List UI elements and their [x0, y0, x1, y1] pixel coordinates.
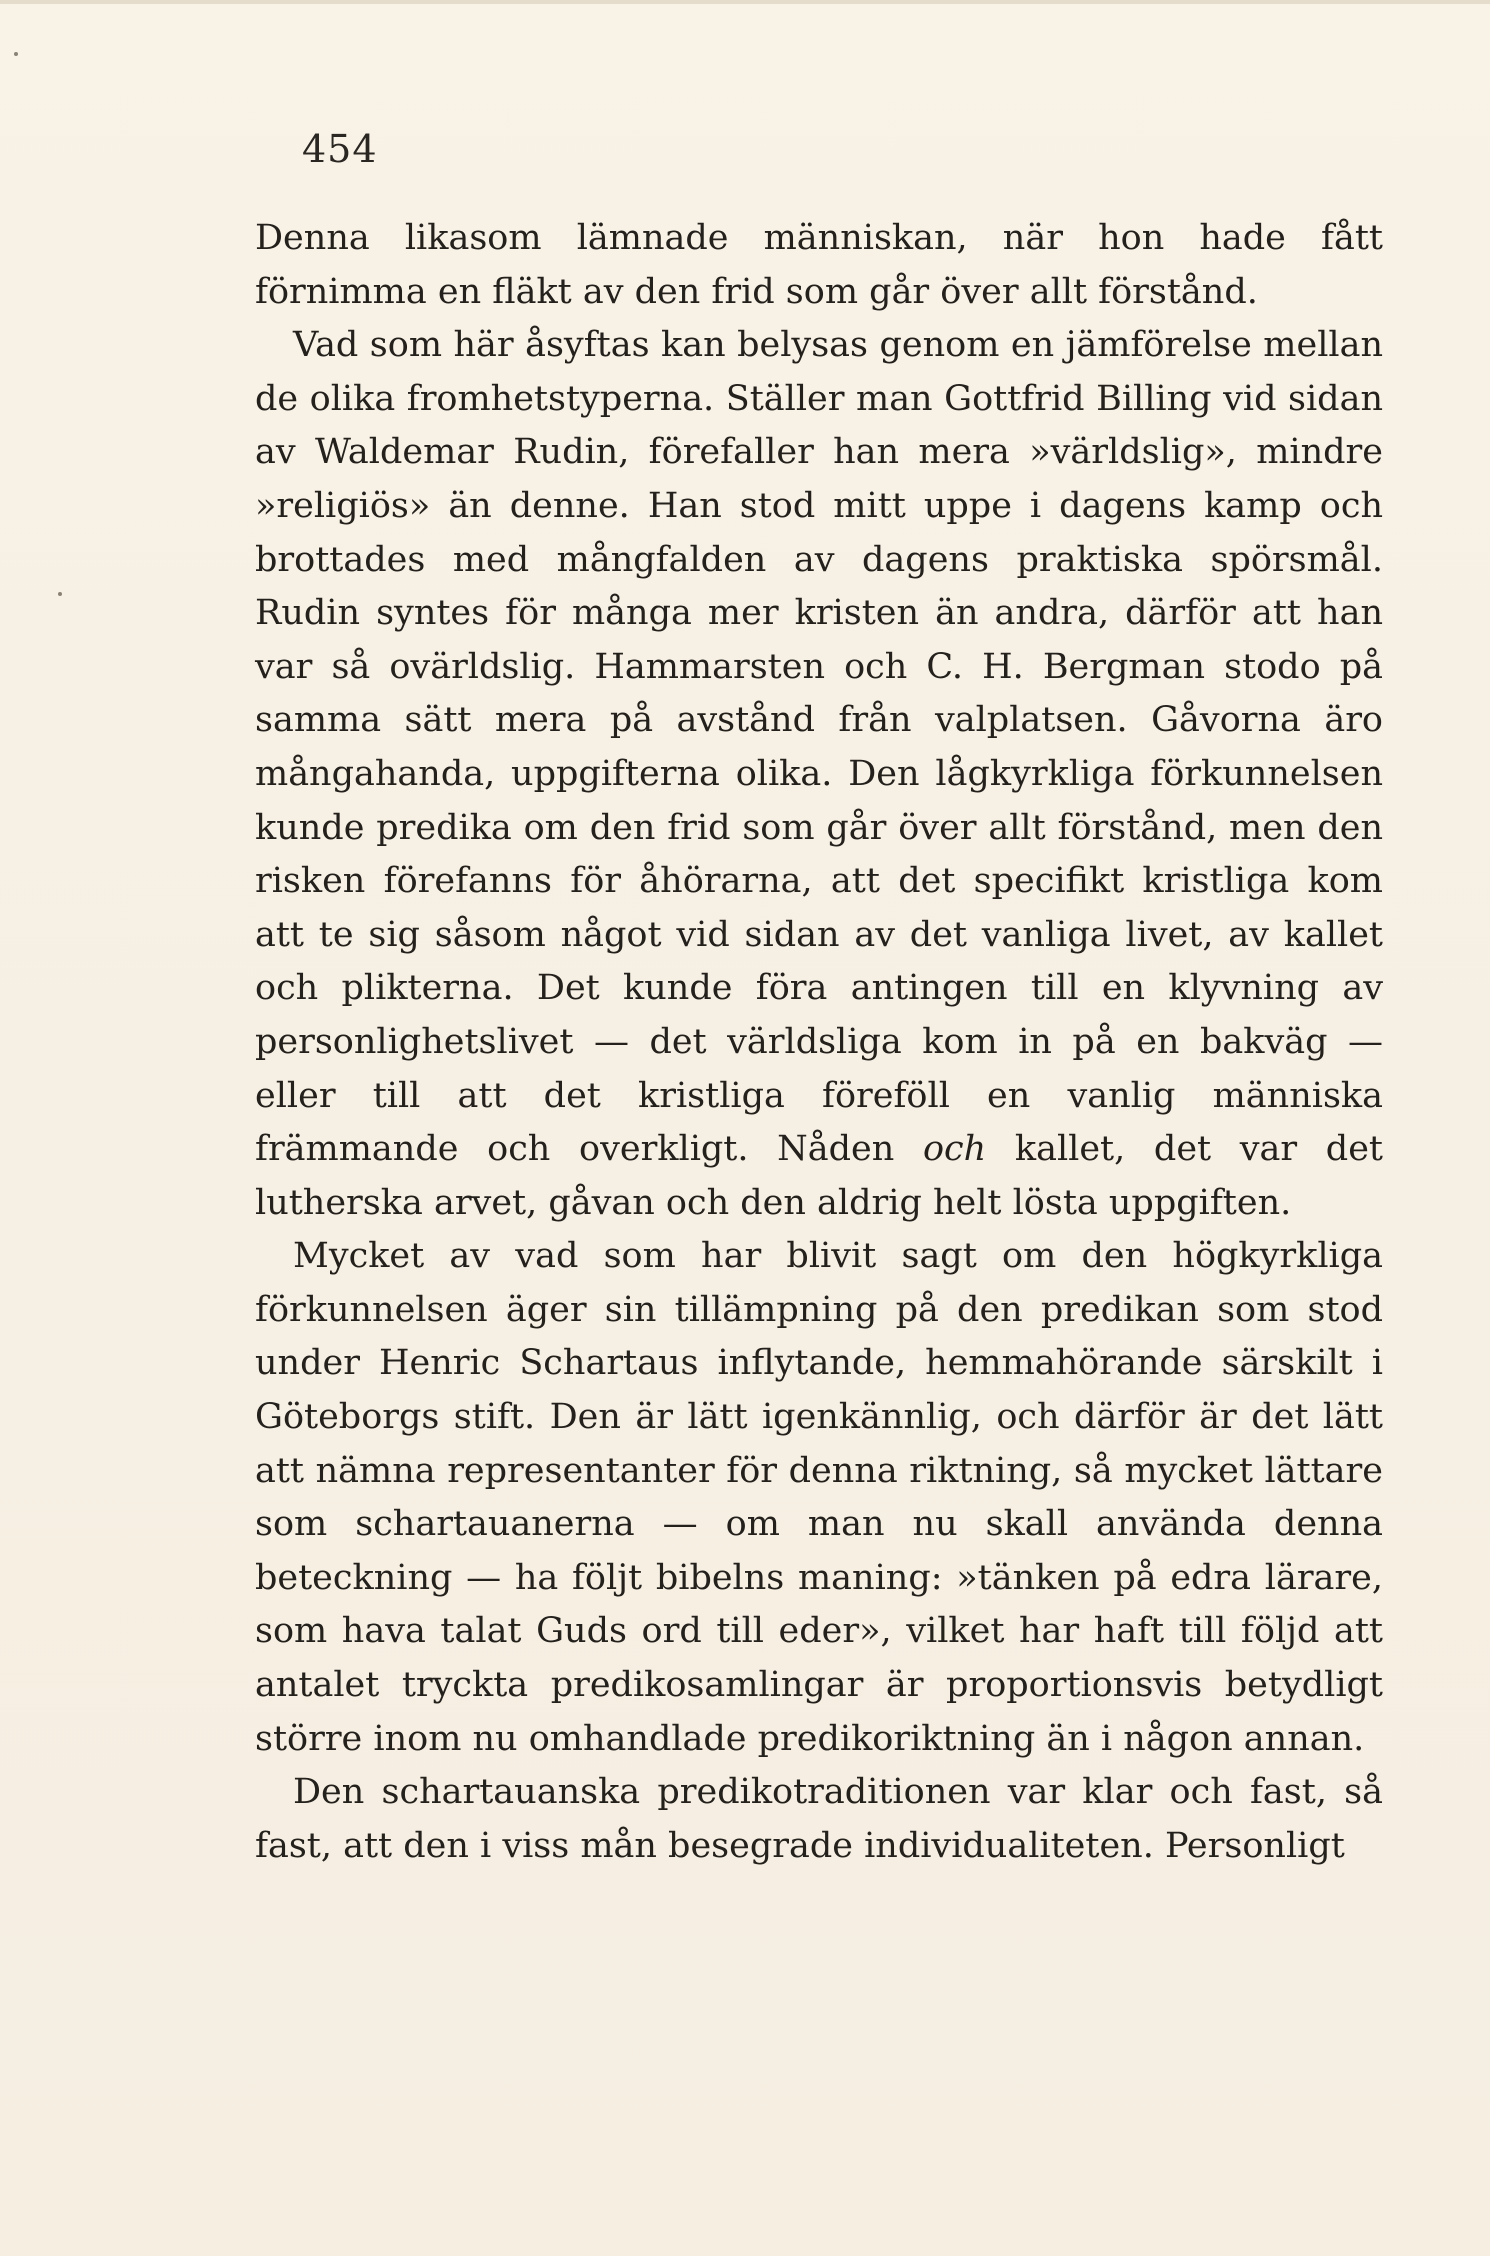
italic-word: och: [922, 1129, 987, 1170]
paragraph: [255, 212, 1383, 319]
page-number: 454: [302, 127, 378, 171]
paragraph-text: Vad som här åsyftas kan belysas genom en jämförelse mellan de olika fromhetstyperna. Ställer man Gottfrid Billing vid sidan av Waldemar Rudin, förefaller han mera »världslig», mindre »religiös» än denne. Han stod mitt uppe i dagens kamp och brottades med mångfalden av dagens praktiska spörsmål. Rudin syntes för många mer kristen än andra, därför att han var så ovärldslig. Hammarsten och C. H. Bergman stodo på samma sätt mera på avstånd från valplatsen. Gåvorna äro mångahanda, uppgifterna olika. Den lågkyrkliga förkunnelsen kunde predika om den frid som går över allt förstånd, men den risken förefanns för åhörarna, att det specifikt kristliga kom att te sig såsom något vid sidan av det vanliga livet, av kallet och plikterna. Det kunde föra antingen till en klyvning av personlighetslivet — det världsliga kom in på en bakväg — eller till att det kristliga föreföll en vanlig människa främmande och overkligt. Nåden: [255, 325, 1383, 1170]
paragraph: [255, 1766, 1383, 1873]
page-top-edge: [0, 0, 1490, 4]
paper-speck: [58, 592, 62, 596]
paragraph-text: Denna likasom lämnade människan, när hon hade fått förnimma en fläkt av den frid som går över allt förstånd.: [255, 218, 1383, 312]
paragraph-text: Mycket av vad som har blivit sagt om den högkyrkliga förkunnelsen äger sin tillämpning på den predikan som stod under Henric Schartaus inflytande, hemmahörande särskilt i Göteborgs stift. Den är lätt igenkännlig, och därför är det lätt att nämna representanter för denna riktning, så mycket lättare som schartauanerna — om man nu skall använda denna beteckning — ha följt bibelns maning: »tänken på edra lärare, som hava talat Guds ord till eder», vilket har haft till följd att antalet tryckta predikosamlingar är proportionsvis betydligt större inom nu omhandlade predikoriktning än i någon annan.: [255, 1236, 1383, 1759]
paragraph-text-continued: kallet, det var det lutherska arvet, gåvan och den aldrig helt lösta uppgiften.: [255, 1129, 1383, 1223]
paragraph-text: Den schartauanska predikotraditionen var klar och fast, så fast, att den i viss mån besegrade individualiteten. Personligt: [255, 1772, 1383, 1866]
paper-speck: [14, 52, 18, 56]
paragraph: [255, 319, 1383, 1230]
body-text: [255, 212, 1383, 1873]
paragraph: [255, 1230, 1383, 1766]
